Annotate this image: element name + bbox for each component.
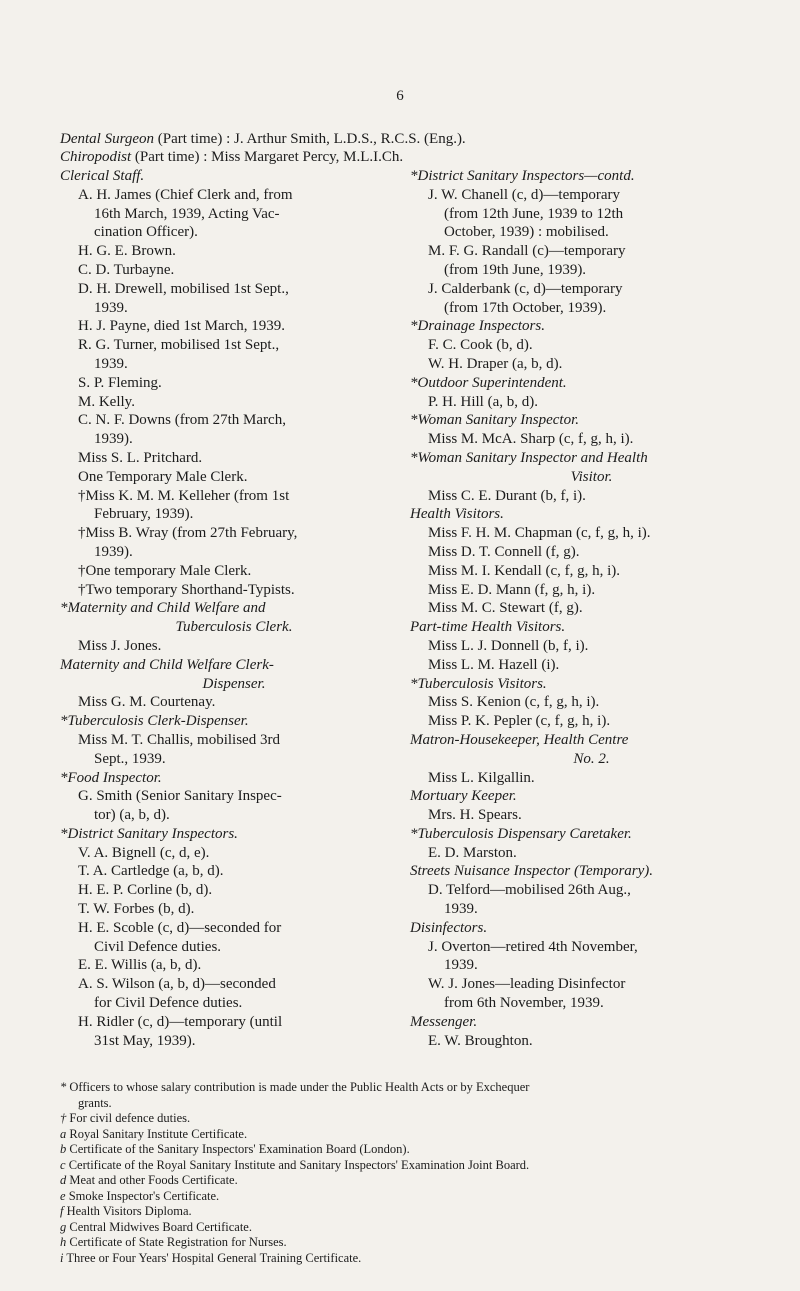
section-heading: *District Sanitary Inspectors—contd. — [410, 168, 635, 184]
staff-entry: †Two temporary Shorthand-Typists. — [78, 581, 295, 598]
staff-entry: One Temporary Male Clerk. — [78, 468, 248, 485]
staff-entry: Miss M. McA. Sharp (c, f, g, h, i). — [428, 431, 634, 448]
section-heading: *Tuberculosis Dispensary Caretaker. — [410, 825, 632, 842]
staff-entry: Civil Defence duties. — [94, 938, 222, 955]
footnote — [60, 1142, 760, 1158]
footnote — [60, 1189, 760, 1205]
staff-entry: A. H. James (Chief Clerk and, from — [78, 186, 293, 203]
section-heading: Mortuary Keeper. — [410, 788, 517, 805]
footnote-text: Smoke Inspector's Certificate. — [65, 1188, 220, 1203]
page-number: 6 — [396, 88, 404, 104]
section-heading: Tuberculosis Clerk. — [175, 619, 293, 636]
staff-entry: Miss C. E. Durant (b, f, i). — [428, 487, 586, 504]
staff-entry: 31st May, 1939). — [94, 1032, 196, 1049]
staff-entry: 16th March, 1939, Acting Vac- — [94, 205, 280, 222]
footnote-mark: i — [60, 1250, 64, 1265]
footnote-mark: c — [60, 1157, 66, 1172]
staff-entry: C. N. F. Downs (from 27th March, — [78, 412, 286, 429]
role-detail: (Part time) : Miss Margaret Percy, M.L.I.Ch. — [131, 149, 404, 165]
footnote-mark: g — [60, 1219, 67, 1234]
footnote-text: Meat and other Foods Certificate. — [66, 1173, 238, 1187]
footnotes — [60, 1080, 760, 1266]
staff-entry: Miss L. Kilgallin. — [428, 769, 535, 786]
section-heading: *Maternity and Child Welfare and — [60, 600, 266, 617]
footnote — [60, 1158, 760, 1174]
staff-entry: H. E. P. Corline (b, d). — [78, 882, 213, 899]
footnote-text: grants. — [78, 1095, 112, 1110]
staff-entry: 1939). — [94, 431, 133, 448]
section-heading: Visitor. — [570, 468, 613, 485]
staff-entry: Mrs. H. Spears. — [428, 807, 522, 824]
section-heading: Disinfectors. — [410, 919, 488, 936]
section-heading: Streets Nuisance Inspector (Temporary). — [410, 863, 654, 880]
staff-entry: †Miss K. M. M. Kelleher (from 1st — [78, 487, 290, 504]
staff-entry: Miss S. Kenion (c, f, g, h, i). — [428, 694, 600, 711]
staff-entry: V. A. Bignell (c, d, e). — [78, 844, 210, 861]
staff-entry: (from 17th October, 1939). — [444, 299, 607, 316]
footnote-text: Health Visitors Diploma. — [63, 1204, 192, 1218]
section-heading: *Food Inspector. — [60, 769, 162, 786]
section-heading: *Tuberculosis Visitors. — [410, 675, 547, 692]
staff-entry: E. E. Willis (a, b, d). — [78, 957, 202, 974]
footnote-text: Officers to whose salary contribution is made under the Public Health Acts or by Exchequer — [66, 1080, 530, 1094]
section-heading: *Drainage Inspectors. — [410, 318, 545, 335]
left-column — [60, 167, 390, 1050]
staff-entry: from 6th November, 1939. — [444, 995, 604, 1012]
staff-entry: T. A. Cartledge (a, b, d). — [78, 863, 224, 880]
footnote — [60, 1111, 760, 1127]
footnote — [60, 1096, 760, 1112]
header-lines — [60, 130, 750, 166]
staff-entry: P. H. Hill (a, b, d). — [428, 393, 538, 410]
staff-entry: tor) (a, b, d). — [94, 807, 170, 824]
staff-entry: H. J. Payne, died 1st March, 1939. — [78, 318, 286, 335]
staff-entry: J. W. Chanell (c, d)—temporary — [428, 186, 621, 203]
section-heading: *District Sanitary Inspectors. — [60, 825, 238, 842]
role-label: Dental Surgeon — [60, 131, 155, 147]
section-heading: Messenger. — [410, 1013, 478, 1030]
footnote-text: Three or Four Years' Hospital General Training Certificate. — [63, 1250, 362, 1265]
staff-entry: 1939. — [444, 957, 478, 974]
section-heading: Part-time Health Visitors. — [410, 619, 566, 636]
footnote-text: Central Midwives Board Certificate. — [66, 1219, 252, 1234]
staff-entry: †Miss B. Wray (from 27th February, — [78, 525, 298, 542]
section-heading: *Woman Sanitary Inspector and Health — [410, 449, 648, 466]
staff-entry: (from 12th June, 1939 to 12th — [444, 205, 624, 222]
staff-entry: H. G. E. Brown. — [78, 243, 176, 260]
staff-entry: H. Ridler (c, d)—temporary (until — [78, 1013, 283, 1030]
section-heading: Dispenser. — [202, 675, 266, 692]
role-detail: (Part time) : J. Arthur Smith, L.D.S., R.C.S. (Eng.). — [154, 131, 466, 147]
staff-entry: Miss G. M. Courtenay. — [78, 694, 216, 711]
staff-entry: (from 19th June, 1939). — [444, 261, 587, 278]
staff-entry: M. F. G. Randall (c)—temporary — [428, 243, 626, 260]
staff-entry: Miss S. L. Pritchard. — [78, 449, 203, 466]
section-heading: Clerical Staff. — [60, 168, 145, 184]
staff-entry: C. D. Turbayne. — [78, 261, 175, 278]
staff-entry: Sept., 1939. — [94, 750, 166, 767]
section-heading: Maternity and Child Welfare Clerk- — [60, 656, 274, 673]
header-line — [60, 148, 750, 166]
staff-entry: J. Calderbank (c, d)—temporary — [428, 280, 623, 297]
footnote-mark: f — [60, 1204, 64, 1218]
section-heading: Matron-Housekeeper, Health Centre — [410, 731, 629, 748]
staff-entry: Miss L. M. Hazell (i). — [428, 656, 560, 673]
section-heading: *Woman Sanitary Inspector. — [410, 412, 580, 429]
staff-entry: W. J. Jones—leading Disinfector — [428, 976, 626, 993]
section-heading: Health Visitors. — [410, 506, 504, 523]
staff-entry: S. P. Fleming. — [78, 374, 162, 391]
staff-entry: Miss J. Jones. — [78, 637, 162, 654]
staff-entry: G. Smith (Senior Sanitary Inspec- — [78, 788, 282, 805]
staff-entry: Miss E. D. Mann (f, g, h, i). — [428, 581, 596, 598]
footnote-text: Certificate of the Royal Sanitary Institute and Sanitary Inspectors' Examination Joint Board. — [65, 1157, 530, 1172]
staff-entry: H. E. Scoble (c, d)—seconded for — [78, 919, 282, 936]
footnote-mark: a — [60, 1126, 67, 1141]
staff-entry: D. H. Drewell, mobilised 1st Sept., — [78, 280, 289, 297]
staff-entry: Miss F. H. M. Chapman (c, f, g, h, i). — [428, 525, 651, 542]
section-heading: No. 2. — [573, 750, 610, 767]
footnote — [60, 1127, 760, 1143]
staff-entry: 1939. — [94, 299, 128, 316]
footnote — [60, 1235, 760, 1251]
staff-entry: Miss M. I. Kendall (c, f, g, h, i). — [428, 562, 621, 579]
footnote — [60, 1173, 760, 1189]
staff-entry: T. W. Forbes (b, d). — [78, 901, 195, 918]
staff-entry: R. G. Turner, mobilised 1st Sept., — [78, 337, 280, 354]
staff-entry: for Civil Defence duties. — [94, 995, 243, 1012]
section-heading: *Outdoor Superintendent. — [410, 374, 567, 391]
staff-entry: E. D. Marston. — [428, 844, 517, 861]
footnote-text: Certificate of State Registration for Nurses. — [66, 1235, 287, 1249]
footnote-text: Certificate of the Sanitary Inspectors' Examination Board (London). — [66, 1142, 410, 1156]
staff-entry: W. H. Draper (a, b, d). — [428, 355, 563, 372]
staff-entry: M. Kelly. — [78, 393, 135, 410]
footnote-mark: h — [60, 1235, 67, 1249]
footnote-text: For civil defence duties. — [66, 1111, 191, 1125]
footnote-mark: * — [60, 1080, 67, 1094]
staff-entry: 1939. — [444, 901, 478, 918]
staff-entry: Miss L. J. Donnell (b, f, i). — [428, 637, 589, 654]
staff-entry: J. Overton—retired 4th November, — [428, 938, 638, 955]
staff-entry: D. Telford—mobilised 26th Aug., — [428, 882, 631, 899]
role-label: Chiropodist — [60, 149, 132, 165]
footnote-text: Royal Sanitary Institute Certificate. — [66, 1126, 248, 1141]
staff-entry: Miss M. T. Challis, mobilised 3rd — [78, 731, 280, 748]
footnote-mark: d — [60, 1173, 67, 1187]
header-line — [60, 130, 750, 148]
staff-entry: †One temporary Male Clerk. — [78, 562, 252, 579]
footnote — [60, 1080, 760, 1096]
footnote — [60, 1204, 760, 1220]
staff-entry: Miss D. T. Connell (f, g). — [428, 543, 580, 560]
footnote-mark: e — [60, 1188, 66, 1203]
staff-entry: Miss M. C. Stewart (f, g). — [428, 600, 583, 617]
footnote-mark: b — [60, 1142, 67, 1156]
right-column — [410, 167, 755, 1050]
staff-entry: cination Officer). — [94, 224, 198, 241]
staff-entry: October, 1939) : mobilised. — [444, 224, 609, 241]
staff-entry: E. W. Broughton. — [428, 1032, 533, 1049]
staff-entry: February, 1939). — [94, 506, 194, 523]
staff-entry: 1939. — [94, 355, 128, 372]
footnote-mark: † — [60, 1111, 67, 1125]
section-heading: *Tuberculosis Clerk-Dispenser. — [60, 713, 249, 730]
footnote — [60, 1251, 760, 1267]
staff-entry: Miss P. K. Pepler (c, f, g, h, i). — [428, 713, 611, 730]
footnote — [60, 1220, 760, 1236]
staff-entry: F. C. Cook (b, d). — [428, 337, 533, 354]
staff-entry: 1939). — [94, 543, 133, 560]
staff-entry: A. S. Wilson (a, b, d)—seconded — [78, 976, 276, 993]
